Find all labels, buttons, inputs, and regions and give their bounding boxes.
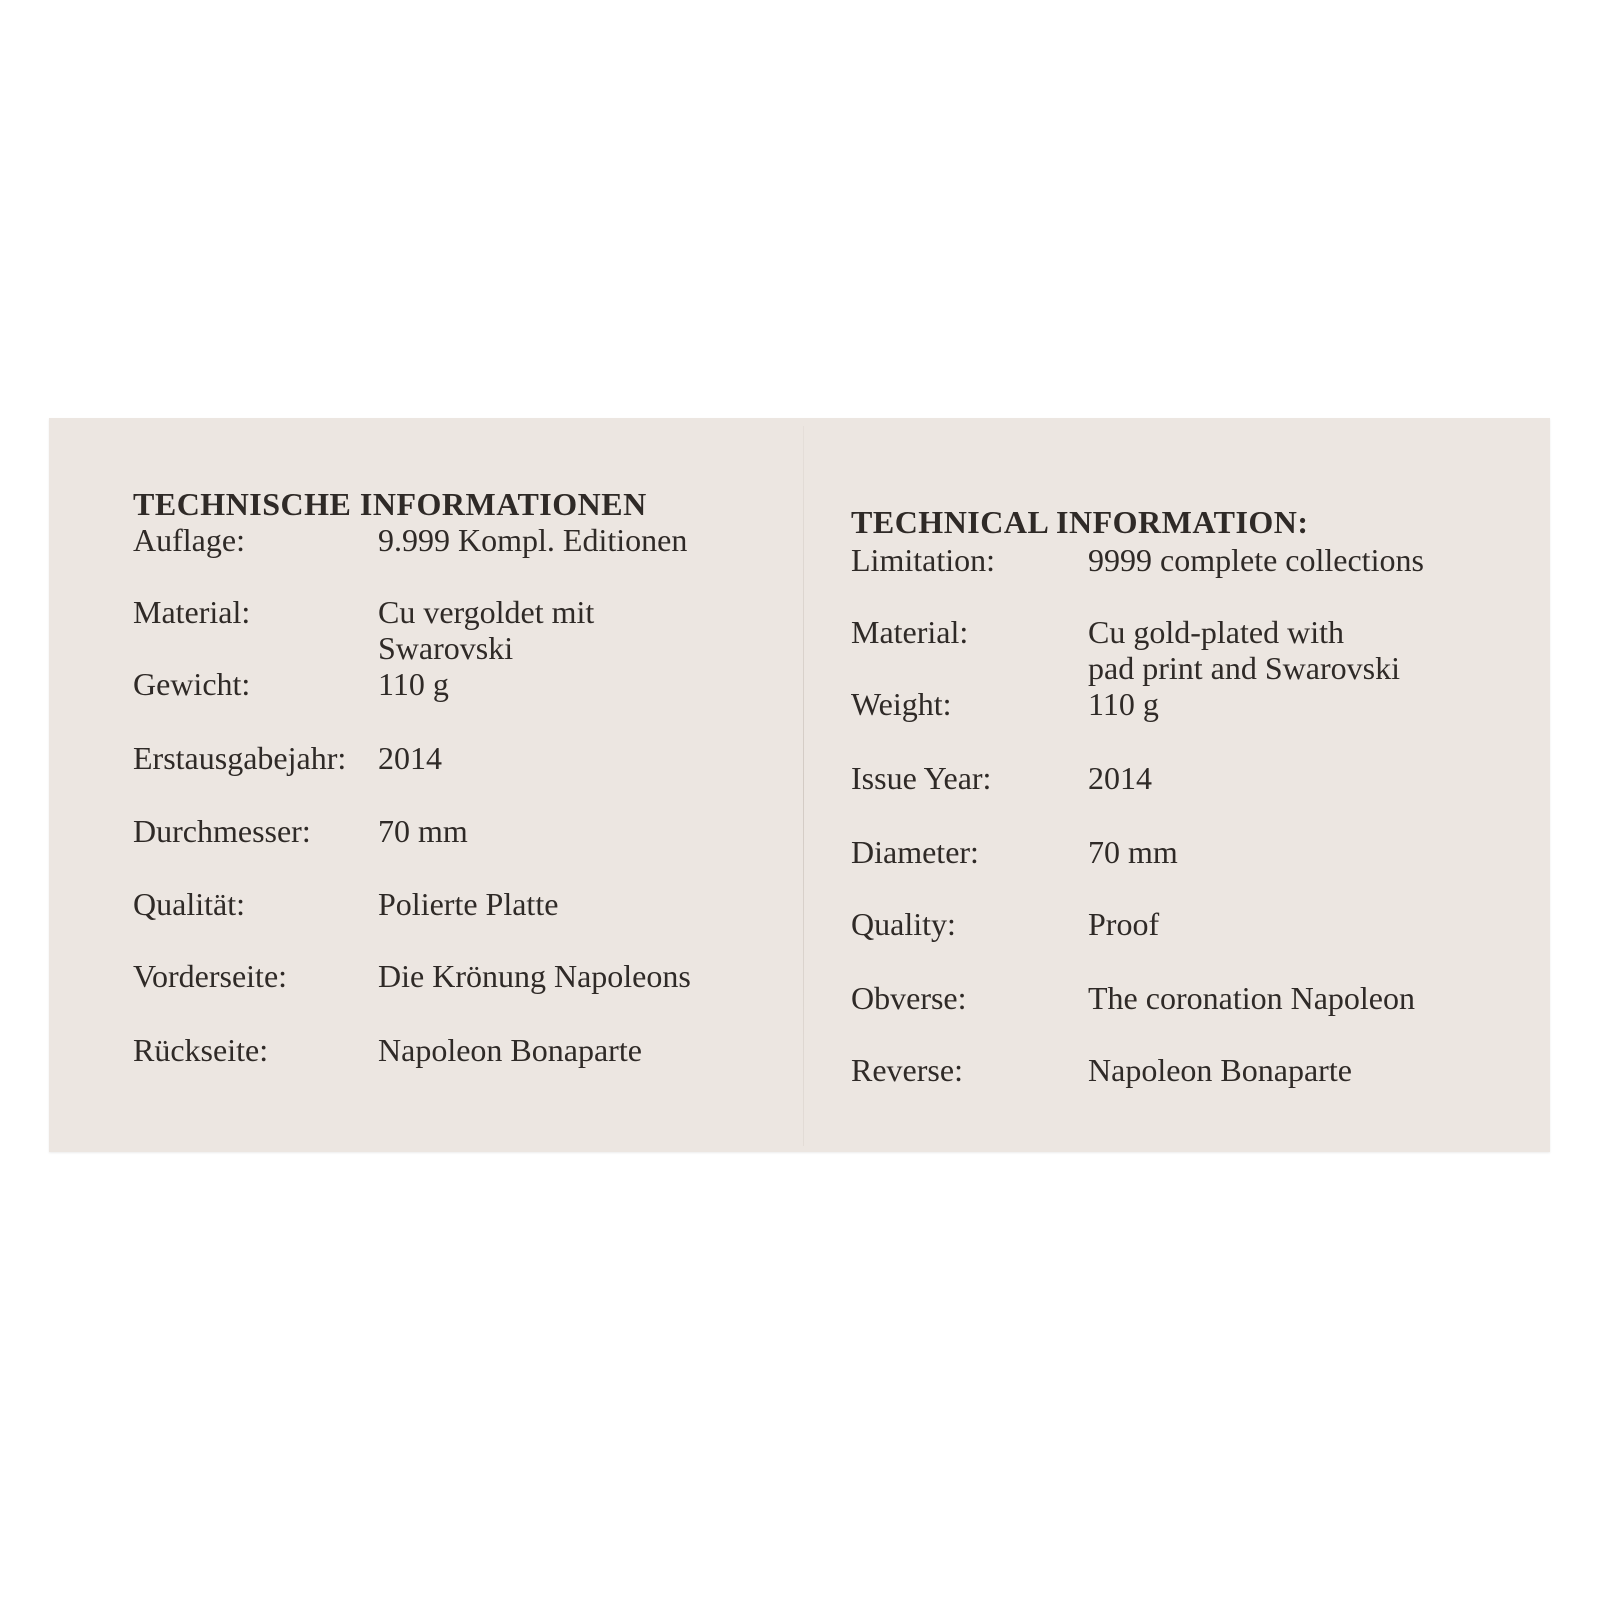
label-material-de: Material: <box>133 594 251 630</box>
label-qualitaet: Qualität: <box>133 886 245 922</box>
label-weight: Weight: <box>851 686 952 722</box>
label-quality: Quality: <box>851 906 956 942</box>
value-diameter <box>1088 834 1178 870</box>
label-limitation: Limitation: <box>851 542 995 578</box>
value-material-en <box>1088 614 1400 686</box>
value-issue-year-line-1: 2014 <box>1088 760 1152 796</box>
info-card <box>49 418 1550 1152</box>
label-material-en: Material: <box>851 614 969 650</box>
value-durchmesser-line-1: 70 mm <box>378 813 468 849</box>
value-limitation-line-1: 9999 complete collections <box>1088 542 1424 578</box>
value-material-en-line-1: Cu gold-plated with <box>1088 614 1344 650</box>
german-panel <box>133 486 773 1068</box>
value-weight-line-1: 110 g <box>1088 686 1159 722</box>
label-obverse: Obverse: <box>851 980 967 1016</box>
value-quality-line-1: Proof <box>1088 906 1160 942</box>
label-vorderseite: Vorderseite: <box>133 958 288 994</box>
value-diameter-line-1: 70 mm <box>1088 834 1178 870</box>
value-material-en-line-2: pad print and Swarovski <box>1088 650 1400 686</box>
english-heading: TECHNICAL INFORMATION: <box>851 504 1309 540</box>
value-material-de <box>378 594 594 666</box>
label-issue-year: Issue Year: <box>851 760 992 796</box>
value-material-de-line-2: Swarovski <box>378 630 514 666</box>
value-rueckseite <box>378 1032 642 1068</box>
value-auflage <box>378 522 687 558</box>
label-rueckseite: Rückseite: <box>133 1032 269 1068</box>
value-quality <box>1088 906 1159 942</box>
label-durchmesser: Durchmesser: <box>133 813 311 849</box>
value-erstausgabejahr-line-1: 2014 <box>378 740 442 776</box>
label-gewicht: Gewicht: <box>133 666 251 702</box>
value-obverse <box>1088 980 1415 1016</box>
label-erstausgabejahr: Erstausgabejahr: <box>133 740 347 776</box>
value-material-de-line-1: Cu vergoldet mit <box>378 594 595 630</box>
value-gewicht-line-1: 110 g <box>378 666 449 702</box>
german-heading: TECHNISCHE INFORMATIONEN <box>133 486 647 522</box>
value-reverse <box>1088 1052 1352 1088</box>
label-auflage: Auflage: <box>133 522 245 558</box>
value-qualitaet <box>378 886 558 922</box>
english-panel <box>851 504 1511 1088</box>
value-rueckseite-line-1: Napoleon Bonaparte <box>378 1032 642 1068</box>
label-diameter: Diameter: <box>851 834 979 870</box>
value-vorderseite-line-1: Die Krönung Napoleons <box>378 958 691 994</box>
value-vorderseite <box>378 958 691 994</box>
value-limitation <box>1088 542 1424 578</box>
value-erstausgabejahr <box>378 740 442 776</box>
value-weight <box>1088 686 1159 722</box>
value-auflage-line-1: 9.999 Kompl. Editionen <box>378 522 688 558</box>
value-qualitaet-line-1: Polierte Platte <box>378 886 559 922</box>
value-reverse-line-1: Napoleon Bonaparte <box>1088 1052 1352 1088</box>
value-gewicht <box>378 666 449 702</box>
value-obverse-line-1: The coronation Napoleon <box>1088 980 1415 1016</box>
label-reverse: Reverse: <box>851 1052 963 1088</box>
card-fold-line <box>803 426 804 1146</box>
value-durchmesser <box>378 813 468 849</box>
value-issue-year <box>1088 760 1152 796</box>
